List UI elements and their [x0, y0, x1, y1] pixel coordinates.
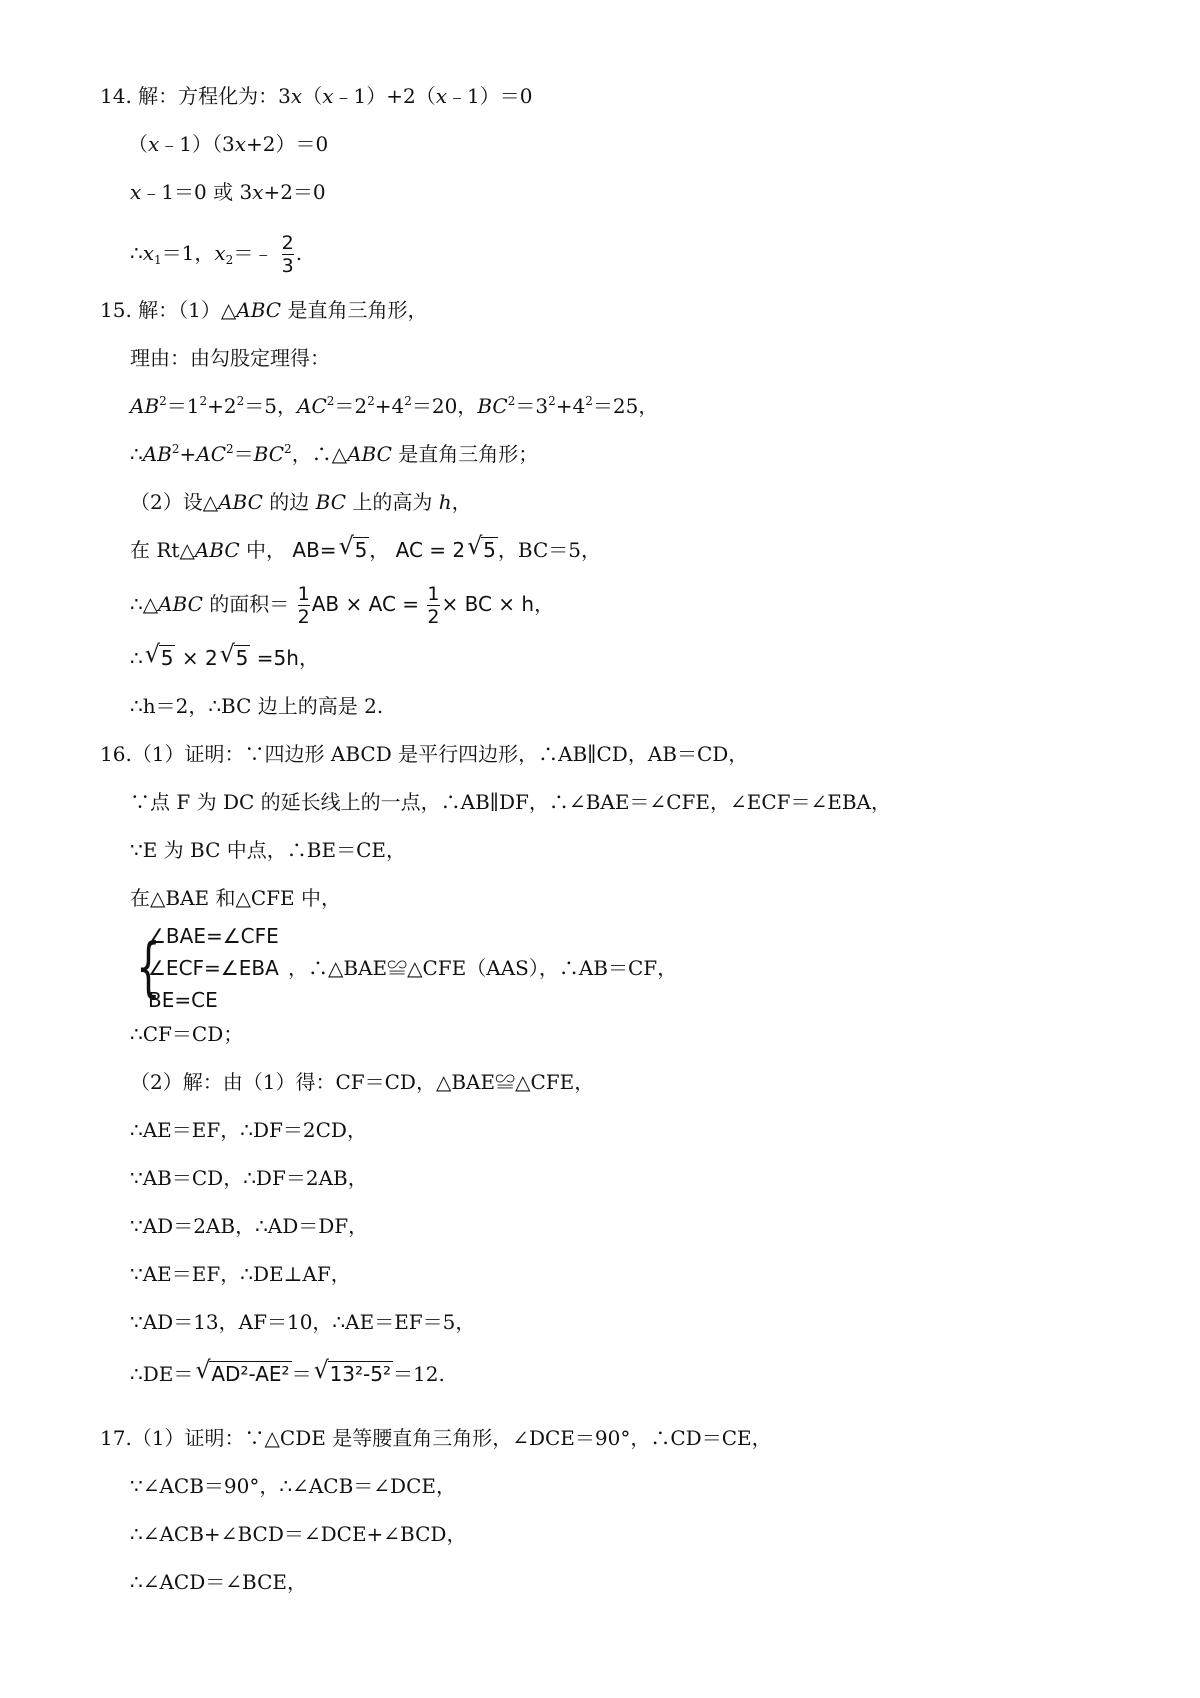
p16-line-2: ∵点 F 为 DC 的延长线上的一点，∴AB∥DF，∴∠BAE＝∠CFE，∠ECF＝∠EBA，	[130, 790, 892, 814]
p17-line-3: ∴∠ACB+∠BCD＝∠DCE+∠BCD，	[130, 1522, 467, 1546]
p14-number: 14.	[100, 84, 132, 108]
p15-line-4: $\therefore AB^2+AC^2=BC^2$，∴△ABC 是直角三角形；	[130, 442, 539, 466]
sqrt-ad-ae: √ AD²-AE²	[195, 1356, 290, 1386]
p16-system-conclusion: ，∴△BAE≌△CFE（AAS），∴AB＝CF，	[288, 956, 678, 980]
p16-line-3: ∵E 为 BC 中点，∴BE＝CE，	[130, 838, 406, 862]
p16-line-9: ∵AD＝2AB，∴AD＝DF，	[130, 1214, 369, 1238]
sqrt-5: √ 5	[338, 532, 368, 562]
p14-line-4: $\therefore x_1=1$，$x_2=﹣$ $\frac{2}{3}$ .	[130, 232, 303, 277]
p15-line-8: ∴ √ 5 × 2 √ 5 =5h，	[130, 640, 319, 670]
sqrt-5: √ 5	[144, 640, 174, 670]
p15-line-7: ∴△ABC 的面积＝ $\frac{1}{2}$ AB × AC = $\frac{1}{2}$ × BC × h，	[130, 583, 555, 628]
congruence-system: ∠BAE=∠CFE ∠ECF=∠EBA BE=CE	[148, 924, 279, 1012]
p15-line-9: ∴h＝2，∴BC 边上的高是 2.	[130, 694, 384, 718]
p16-line-6: （2）解：由（1）得：CF＝CD，△BAE≌△CFE，	[130, 1070, 595, 1094]
sqrt-5: √ 5	[467, 532, 496, 562]
sqrt-13-5: √ 13²-5²	[313, 1356, 392, 1386]
p16-line-5: ∴CF＝CD；	[130, 1022, 244, 1046]
p15-line-1: 15. 解：（1）△ABC 是直角三角形，	[100, 298, 428, 322]
p16-line-8: ∵AB＝CD，∴DF＝2AB，	[130, 1166, 368, 1190]
p15-line-6: 在 Rt△ABC 中， AB= √ 5 ， AC = 2 √ 5 ，BC＝5，	[130, 532, 601, 562]
p17-number: 17.	[100, 1426, 132, 1450]
p15-line-3: $AB^2=1^2+2^2=5$，$AC^2=2^2+4^2=20$，$BC^2=3^2+4^2=25$，	[130, 394, 659, 418]
p16-line-1: 16.（1）证明：∵四边形 ABCD 是平行四边形，∴AB∥CD，AB＝CD，	[100, 742, 749, 766]
sqrt-5: √ 5	[219, 640, 249, 670]
p15-line-5: （2）设△ABC 的边 BC 上的高为 h，	[130, 490, 472, 514]
fraction-one-half: $\frac{1}{2}$	[427, 583, 440, 628]
p15-number: 15.	[100, 298, 132, 322]
p14-line-2: （x﹣1）（3x+2）＝0	[128, 132, 329, 156]
p16-line-10: ∵AE＝EF，∴DE⊥AF，	[130, 1262, 351, 1286]
p14-line-1: 14. 解：方程化为：3x（x﹣1）+2（x﹣1）＝0	[100, 84, 533, 108]
p14-line-3: x﹣1＝0 或 3x+2＝0	[130, 180, 326, 204]
p16-number: 16.	[100, 742, 132, 766]
p17-line-1: 17.（1）证明：∵△CDE 是等腰直角三角形，∠DCE＝90°，∴CD＝CE，	[100, 1426, 772, 1450]
fraction-one-half: $\frac{1}{2}$	[297, 583, 310, 628]
p16-line-11: ∵AD＝13，AF＝10，∴AE＝EF＝5，	[130, 1310, 476, 1334]
p17-line-2: ∵∠ACB＝90°，∴∠ACB＝∠DCE，	[130, 1474, 456, 1498]
p17-line-4: ∴∠ACD＝∠BCE，	[130, 1570, 307, 1594]
p15-line-2: 理由：由勾股定理得：	[130, 346, 330, 370]
p16-line-12: ∴DE＝ √ AD²-AE² ＝ √ 13²-5² ＝12.	[130, 1356, 445, 1386]
p16-line-4: 在△BAE 和△CFE 中，	[130, 886, 341, 910]
p16-line-7: ∴AE＝EF，∴DF＝2CD，	[130, 1118, 367, 1142]
left-brace: {	[136, 931, 161, 1005]
fraction-two-thirds: $\frac{2}{3}$	[281, 232, 294, 277]
